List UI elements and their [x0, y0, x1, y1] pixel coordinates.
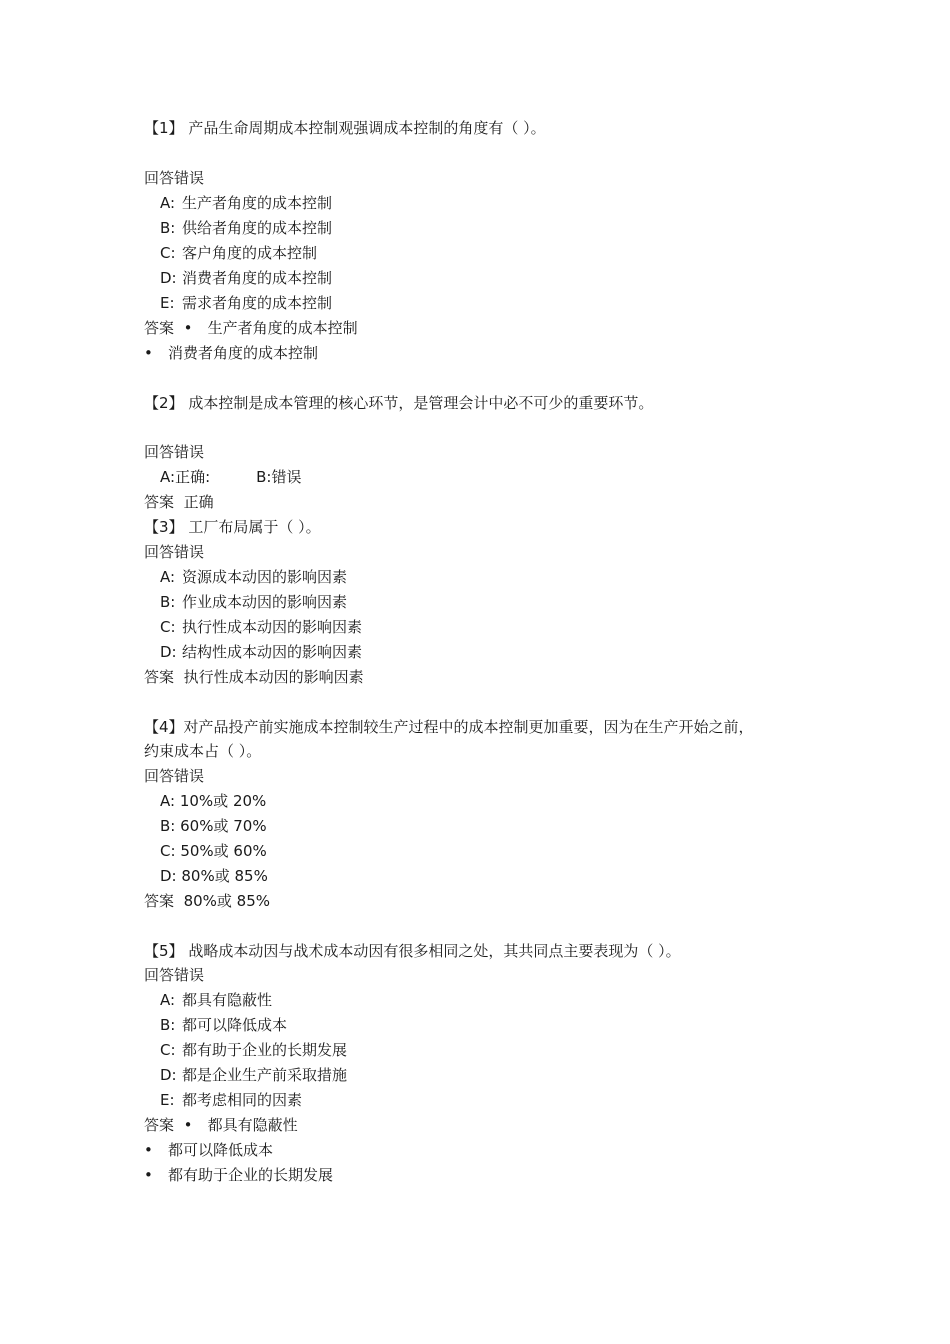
option-key: A:: [160, 468, 176, 486]
question-1-option-a: [160, 193, 332, 213]
question-3-status: 回答错误: [144, 543, 205, 561]
question-3-answer: [144, 667, 364, 687]
option-text: 结构性成本动因的影响因素: [182, 643, 363, 661]
bullet: •: [144, 1166, 153, 1184]
answer-value: 生产者角度的成本控制: [207, 319, 358, 337]
question-4-status: 回答错误: [144, 767, 205, 785]
option-key: B:: [160, 593, 176, 611]
answer-value: 执行性成本动因的影响因素: [183, 668, 364, 686]
option-key: A:: [160, 792, 176, 810]
question-1-option-b: [160, 218, 332, 238]
option-key: D:: [160, 867, 177, 885]
answer-label: 答案: [144, 892, 175, 910]
option-key: E:: [160, 294, 175, 312]
question-number: 【3】: [144, 518, 184, 536]
question-1-option-e: [160, 293, 332, 313]
option-key: C:: [160, 1041, 176, 1059]
option-text: 需求者角度的成本控制: [182, 294, 333, 312]
option-key: C:: [160, 244, 176, 262]
option-text: 都有助于企业的长期发展: [182, 1041, 348, 1059]
question-4-title: [144, 717, 754, 737]
question-5-option-a: [160, 990, 272, 1010]
option-key: D:: [160, 269, 177, 287]
option-key: A:: [160, 194, 176, 212]
question-4-option-a: [160, 791, 266, 811]
bullet: •: [183, 1116, 193, 1134]
question-1-option-c: [160, 243, 317, 263]
answer-value: 都具有隐蔽性: [207, 1116, 298, 1134]
option-text: 错误: [271, 468, 302, 486]
option-text: 都考虑相同的因素: [182, 1091, 303, 1109]
question-text: 产品生命周期成本控制观强调成本控制的角度有（ ）。: [183, 119, 546, 137]
answer-value: 消费者角度的成本控制: [168, 344, 319, 362]
answer-label: 答案: [144, 319, 175, 337]
bullet: •: [183, 319, 193, 337]
option-key: E:: [160, 1091, 175, 1109]
question-number: 【2】: [144, 394, 184, 412]
question-5-answer-3: [144, 1165, 333, 1185]
question-text: 战略成本动因与战术成本动因有很多相同之处，其共同点主要表现为（ ）。: [183, 942, 681, 960]
bullet: •: [144, 1141, 153, 1159]
question-3-title: [144, 517, 321, 537]
question-text: 对产品投产前实施成本控制较生产过程中的成本控制更加重要，因为在生产开始之前，: [183, 718, 754, 736]
option-text: 作业成本动因的影响因素: [182, 593, 348, 611]
answer-label: 答案: [144, 493, 175, 511]
answer-value: 80%或 85%: [183, 892, 271, 910]
option-text: 50%或 60%: [180, 842, 267, 860]
option-key: C:: [160, 618, 176, 636]
question-2-answer: [144, 492, 214, 512]
question-2-status: 回答错误: [144, 443, 205, 461]
question-4-title-cont: 约束成本占（ ）。: [144, 742, 262, 760]
question-text: 成本控制是成本管理的核心环节，是管理会计中必不可少的重要环节。: [183, 394, 654, 412]
question-1-answer-2: [144, 343, 318, 363]
option-text: 供给者角度的成本控制: [182, 219, 333, 237]
option-text: 60%或 70%: [180, 817, 267, 835]
option-key: D:: [160, 643, 177, 661]
question-1-title: [144, 118, 546, 138]
answer-label: 答案: [144, 1116, 175, 1134]
option-key: B:: [256, 468, 272, 486]
option-key: C:: [160, 842, 176, 860]
question-5-answer: [144, 1115, 298, 1135]
option-key: B:: [160, 817, 176, 835]
question-5-option-c: [160, 1040, 347, 1060]
option-key: D:: [160, 1066, 177, 1084]
question-3-option-c: [160, 617, 362, 637]
option-key: A:: [160, 568, 176, 586]
option-key: A:: [160, 991, 176, 1009]
question-3-option-a: [160, 567, 347, 587]
bullet: •: [144, 344, 153, 362]
answer-value: 都有助于企业的长期发展: [168, 1166, 334, 1184]
option-text: 生产者角度的成本控制: [182, 194, 333, 212]
option-text: 资源成本动因的影响因素: [182, 568, 348, 586]
question-5-option-e: [160, 1090, 302, 1110]
option-text: 80%或 85%: [181, 867, 268, 885]
option-text: 10%或 20%: [179, 792, 267, 810]
question-4-option-d: [160, 866, 268, 886]
question-1-answer: [144, 318, 358, 338]
question-5-option-d: [160, 1065, 347, 1085]
question-5-status: 回答错误: [144, 966, 205, 984]
option-key: B:: [160, 219, 176, 237]
answer-label: 答案: [144, 668, 175, 686]
question-4-option-c: [160, 841, 267, 861]
question-3-option-b: [160, 592, 347, 612]
question-1-status: 回答错误: [144, 169, 205, 187]
option-text: 正确:: [175, 468, 211, 486]
option-text: 消费者角度的成本控制: [182, 269, 333, 287]
question-5-answer-2: [144, 1140, 273, 1160]
answer-value: 都可以降低成本: [168, 1141, 274, 1159]
question-2-title: [144, 393, 653, 413]
answer-value: 正确: [183, 493, 214, 511]
option-key: B:: [160, 1016, 176, 1034]
question-text: 工厂布局属于（ ）。: [183, 518, 321, 536]
question-4-answer: [144, 891, 270, 911]
question-2-options: [160, 467, 302, 487]
question-1-option-d: [160, 268, 332, 288]
option-text: 客户角度的成本控制: [182, 244, 318, 262]
question-5-title: [144, 941, 681, 961]
option-text: 执行性成本动因的影响因素: [182, 618, 363, 636]
question-number: 【1】: [144, 119, 184, 137]
option-text: 都具有隐蔽性: [182, 991, 273, 1009]
option-text: 都可以降低成本: [182, 1016, 288, 1034]
question-number: 【5】: [144, 942, 184, 960]
question-3-option-d: [160, 642, 362, 662]
question-4-option-b: [160, 816, 267, 836]
option-text: 都是企业生产前采取措施: [182, 1066, 348, 1084]
question-5-option-b: [160, 1015, 287, 1035]
question-number: 【4】: [144, 718, 184, 736]
